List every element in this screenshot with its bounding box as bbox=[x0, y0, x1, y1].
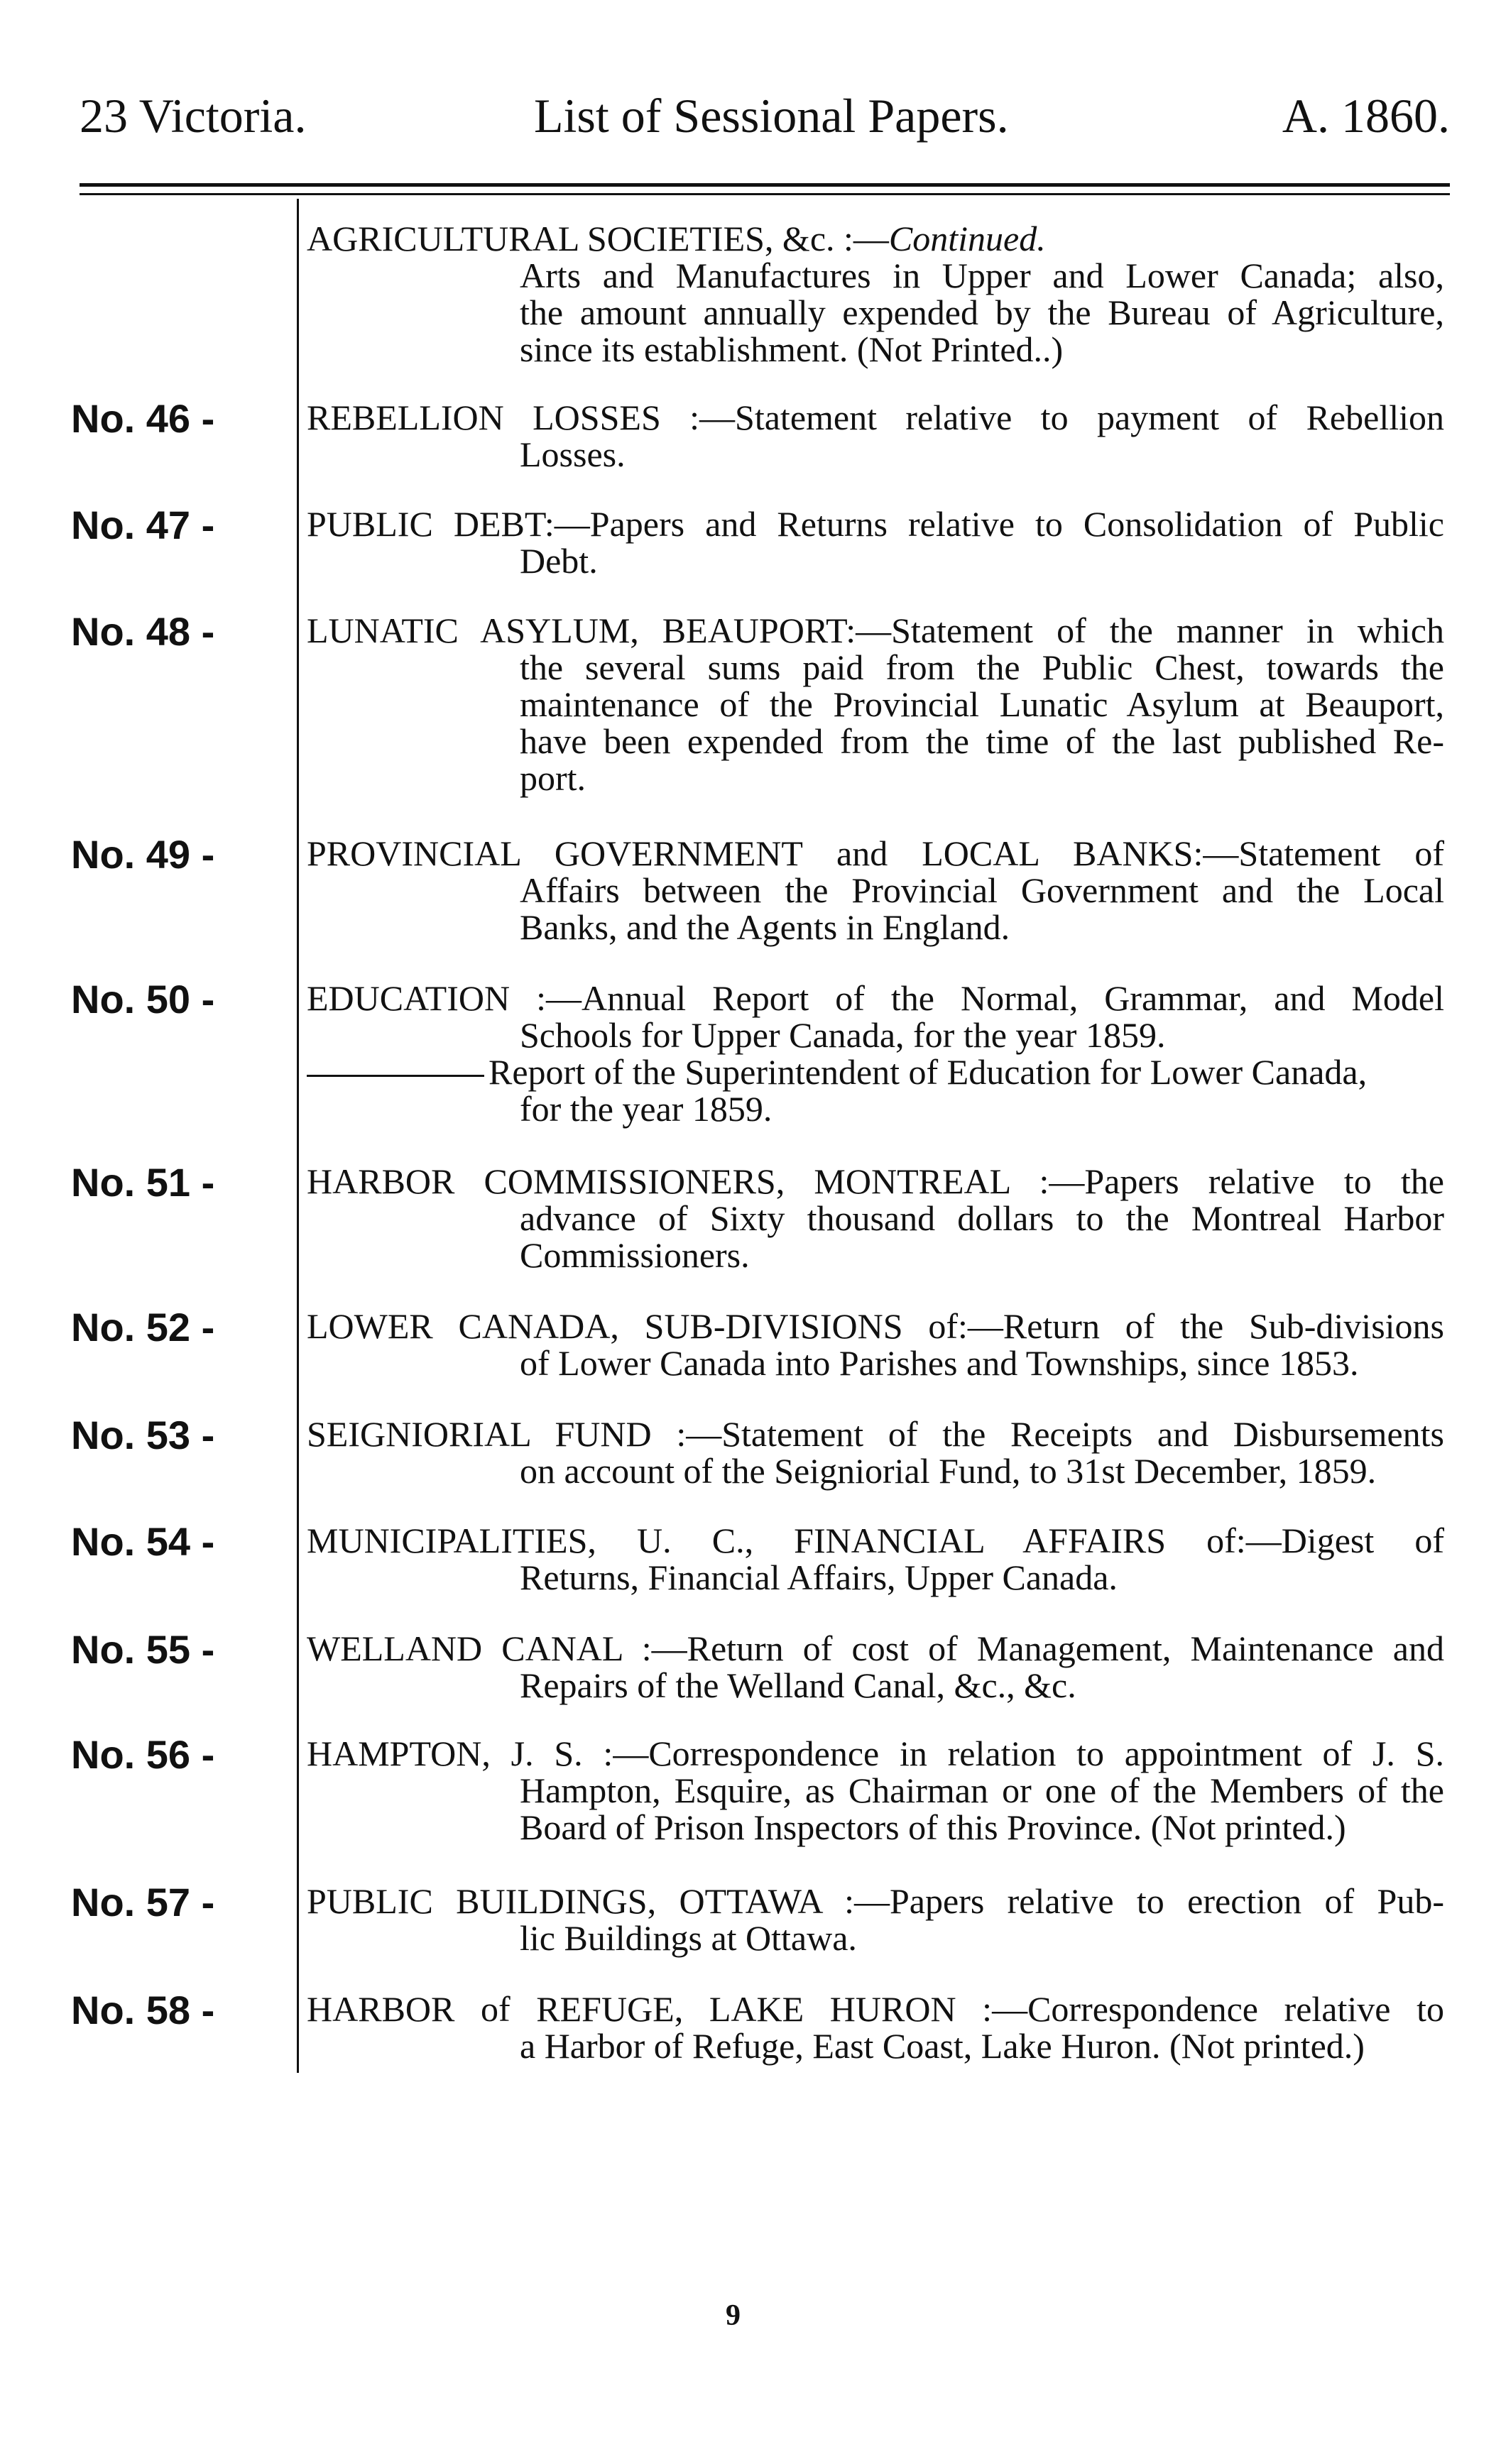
entry-first-line: REBELLION LOSSES :—Statement relative to payment of Rebellion bbox=[307, 398, 1444, 437]
entry-text bbox=[307, 1991, 1444, 2064]
entry-line: Banks, and the Agents in England. bbox=[520, 907, 1010, 947]
entry-number: No. 49 - bbox=[71, 832, 215, 877]
header-year: A. 1860. bbox=[1282, 89, 1450, 143]
entry-line: Returns, Financial Affairs, Upper Canada. bbox=[520, 1557, 1118, 1597]
entry-number: No. 50 - bbox=[71, 977, 215, 1022]
entry-text bbox=[307, 1416, 1444, 1489]
entry-number: No. 48 - bbox=[71, 609, 215, 654]
entry-line: Repairs of the Welland Canal, &c., &c. bbox=[520, 1665, 1076, 1705]
entry-number: No. 54 - bbox=[71, 1519, 215, 1564]
page-number: 9 bbox=[726, 2299, 741, 2332]
entry-number: No. 57 - bbox=[71, 1880, 215, 1924]
entry-heading: AGRICULTURAL SOCIETIES, &c. :— bbox=[307, 219, 889, 258]
entry-line: Arts and Manufactures in Upper and Lower Canada; also, bbox=[520, 256, 1444, 295]
entry-line: port. bbox=[520, 758, 586, 798]
entry-sub-item bbox=[307, 1053, 1444, 1090]
entry-text bbox=[307, 1735, 1444, 1846]
entry-line: Debt. bbox=[520, 541, 598, 581]
entry-text bbox=[307, 1308, 1444, 1381]
entry-first-line: HAMPTON, J. S. :—Correspondence in relation to appointment of J. S. bbox=[307, 1734, 1444, 1773]
entry-line: since its establishment. (Not Printed..) bbox=[520, 329, 1064, 369]
entry-number: No. 52 - bbox=[71, 1305, 215, 1349]
entry-number: No. 56 - bbox=[71, 1732, 215, 1777]
entry-number: No. 58 - bbox=[71, 1988, 215, 2032]
entry-text bbox=[307, 399, 1444, 473]
header-title: List of Sessional Papers. bbox=[534, 89, 1009, 143]
entry-line: have been expended from the time of the last published Re- bbox=[520, 721, 1444, 761]
header-rule-thin bbox=[80, 193, 1450, 195]
entry-line: for the year 1859. bbox=[520, 1089, 773, 1129]
entry-number: No. 46 - bbox=[71, 396, 215, 441]
entry-text bbox=[307, 1883, 1444, 1956]
entry-line: a Harbor of Refuge, East Coast, Lake Huron. (Not printed.) bbox=[520, 2026, 1365, 2066]
entry-first-line: LUNATIC ASYLUM, BEAUPORT:—Statement of the manner in which bbox=[307, 610, 1444, 650]
entry-line: Losses. bbox=[520, 434, 626, 474]
entry-line: advance of Sixty thousand dollars to the Montreal Harbor bbox=[520, 1198, 1444, 1238]
entry-line: Schools for Upper Canada, for the year 1859. bbox=[520, 1015, 1166, 1055]
entry-first-line: EDUCATION :—Annual Report of the Normal, Grammar, and Model bbox=[307, 978, 1444, 1018]
entry-continued-label: Continued. bbox=[888, 219, 1046, 258]
entry-sub-text: Report of the Superintendent of Education for Lower Canada, bbox=[488, 1052, 1368, 1092]
entry-first-line: MUNICIPALITIES, U. C., FINANCIAL AFFAIRS of:—Digest of bbox=[307, 1521, 1444, 1560]
entry-text bbox=[307, 220, 1444, 368]
column-divider bbox=[297, 199, 299, 2073]
entry-number: No. 53 - bbox=[71, 1413, 215, 1457]
running-header bbox=[80, 84, 1450, 148]
entry-line: Board of Prison Inspectors of this Province. (Not printed.) bbox=[520, 1807, 1346, 1847]
entry-line: the several sums paid from the Public Chest, towards the bbox=[520, 647, 1444, 687]
entry-number: No. 47 - bbox=[71, 503, 215, 547]
entry-first-line: HARBOR of REFUGE, LAKE HURON :—Correspondence relative to bbox=[307, 1989, 1444, 2029]
entry-text bbox=[307, 980, 1444, 1127]
entry-text bbox=[307, 1522, 1444, 1596]
entry-text bbox=[307, 835, 1444, 946]
entry-text bbox=[307, 1630, 1444, 1704]
header-session: 23 Victoria. bbox=[80, 89, 307, 143]
entry-line: Affairs between the Provincial Government and the Local bbox=[520, 870, 1444, 910]
entry-line: on account of the Seigniorial Fund, to 31st December, 1859. bbox=[520, 1451, 1377, 1491]
entry-line: of Lower Canada into Parishes and Townships, since 1853. bbox=[520, 1343, 1359, 1383]
entry-number: No. 55 - bbox=[71, 1627, 215, 1672]
entry-first-line: HARBOR COMMISSIONERS, MONTREAL :—Papers relative to the bbox=[307, 1161, 1444, 1201]
entry-first-line: PUBLIC BUILDINGS, OTTAWA :—Papers relative to erection of Pub- bbox=[307, 1881, 1444, 1921]
entry-line: lic Buildings at Ottawa. bbox=[520, 1918, 857, 1958]
entry-text bbox=[307, 505, 1444, 579]
entry-line: Hampton, Esquire, as Chairman or one of the Members of the bbox=[520, 1770, 1444, 1810]
entry-first-line: PROVINCIAL GOVERNMENT and LOCAL BANKS:—Statement of bbox=[307, 833, 1444, 873]
entry-text bbox=[307, 612, 1444, 796]
entry-first-line: SEIGNIORIAL FUND :—Statement of the Receipts and Disbursements bbox=[307, 1414, 1444, 1454]
entry-line: maintenance of the Provincial Lunatic Asylum at Beauport, bbox=[520, 684, 1444, 724]
entry-first-line: PUBLIC DEBT:—Papers and Returns relative to Consolidation of Public bbox=[307, 504, 1444, 544]
entry-number: No. 51 - bbox=[71, 1160, 215, 1205]
entry-first-line: WELLAND CANAL :—Return of cost of Management, Maintenance and bbox=[307, 1628, 1444, 1668]
entry-line: the amount annually expended by the Bureau of Agriculture, bbox=[520, 292, 1444, 332]
entry-first-line: LOWER CANADA, SUB-DIVISIONS of:—Return of the Sub-divisions bbox=[307, 1306, 1444, 1346]
entry-text bbox=[307, 1163, 1444, 1274]
header-rule-thick bbox=[80, 183, 1450, 187]
ditto-rule bbox=[307, 1075, 484, 1077]
entry-line: Commissioners. bbox=[520, 1235, 750, 1275]
